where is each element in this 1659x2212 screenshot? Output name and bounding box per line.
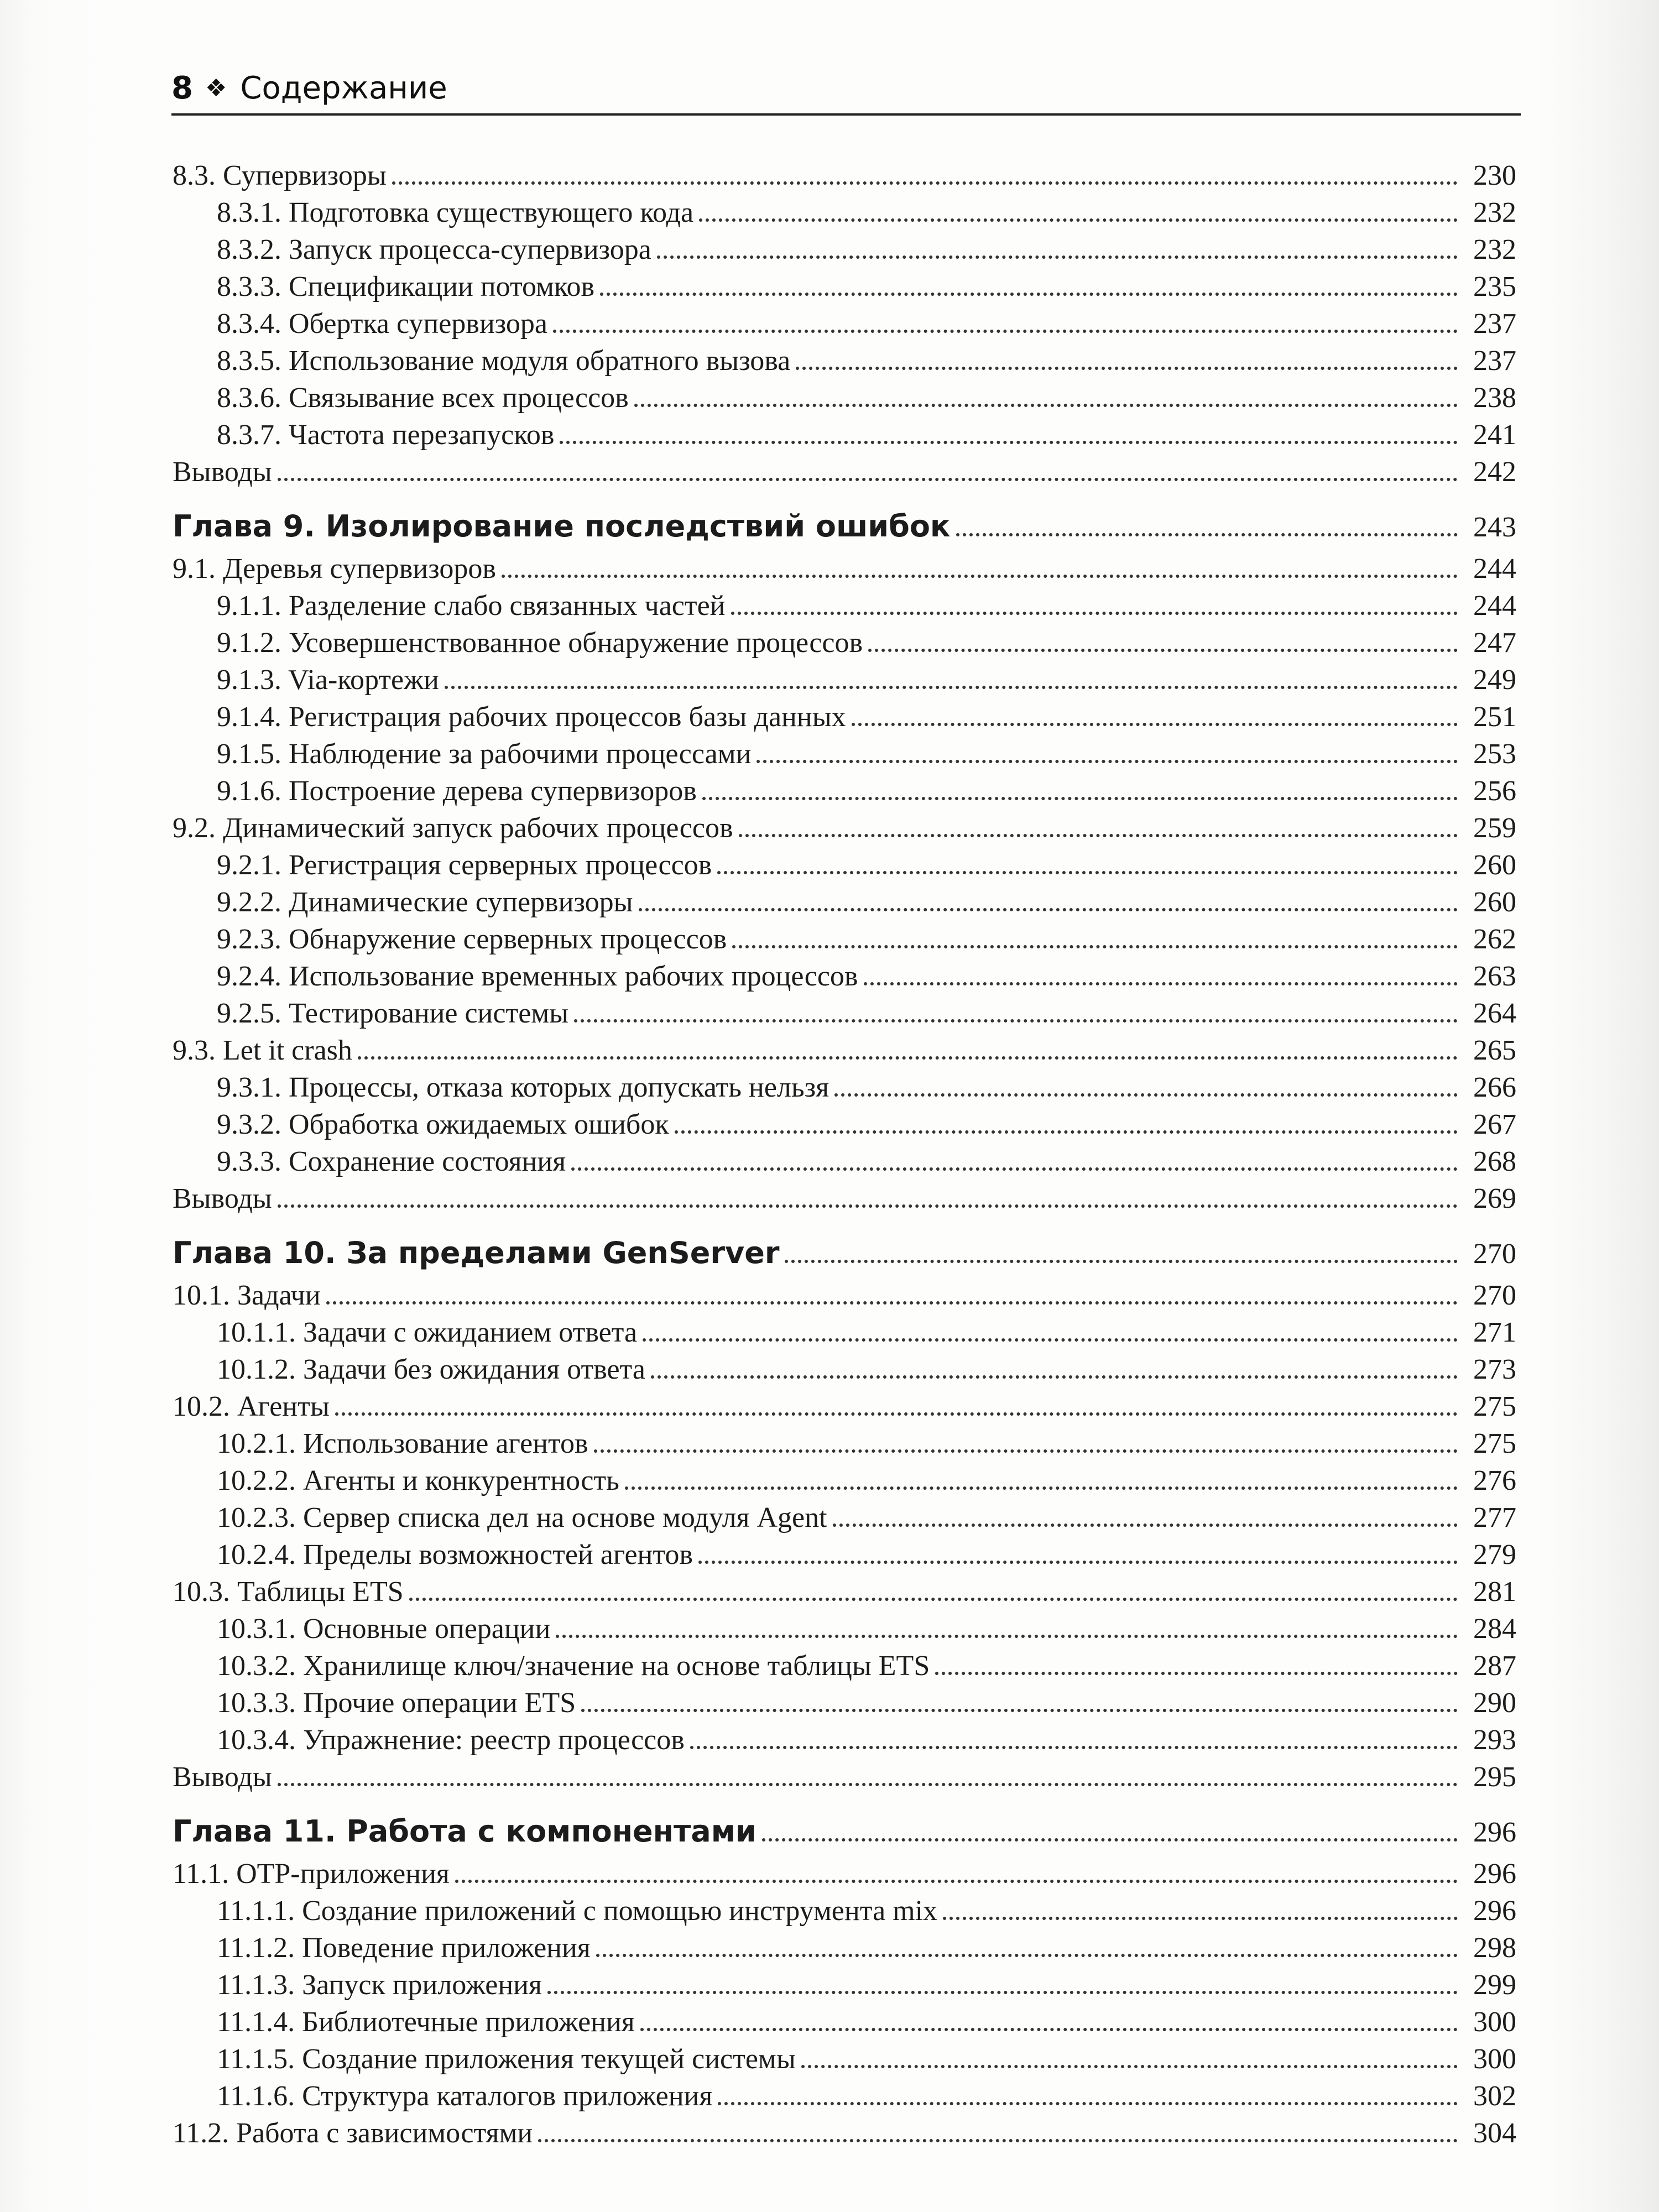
toc-entry-title: Глава 11. Работа с компонентами bbox=[173, 1814, 757, 1849]
toc-entry-title: 8.3. Супервизоры bbox=[173, 160, 387, 191]
toc-entry-page: 296 bbox=[1473, 1858, 1516, 1890]
dot-leader bbox=[560, 435, 1458, 444]
dot-leader bbox=[762, 1833, 1458, 1841]
toc-entry-title: 9.2.3. Обнаружение серверных процессов bbox=[217, 924, 727, 955]
toc-entry-page: 262 bbox=[1473, 924, 1516, 955]
dot-leader bbox=[600, 287, 1458, 296]
toc-entry bbox=[173, 1759, 1516, 1796]
toc-entry bbox=[173, 453, 1516, 491]
dot-leader bbox=[278, 1777, 1458, 1786]
toc-entry-page: 293 bbox=[1473, 1724, 1516, 1756]
toc-entry-title: 9.3. Let it crash bbox=[173, 1035, 352, 1066]
toc-entry bbox=[173, 847, 1516, 884]
dot-leader bbox=[801, 2059, 1458, 2068]
dot-leader bbox=[502, 569, 1458, 578]
toc-chapter-entry bbox=[173, 1217, 1516, 1272]
toc-entry-title: 9.2.4. Использование временных рабочих процессов bbox=[217, 961, 858, 992]
toc-entry-title: 8.3.6. Связывание всех процессов bbox=[217, 382, 629, 414]
toc-entry-page: 260 bbox=[1473, 886, 1516, 918]
toc-entry-page: 296 bbox=[1473, 1895, 1516, 1927]
toc-entry bbox=[173, 1069, 1516, 1106]
toc-entry bbox=[173, 1314, 1516, 1351]
toc-entry bbox=[173, 1573, 1516, 1610]
toc-entry-title: 8.3.4. Обертка супервизора bbox=[217, 308, 547, 340]
dot-leader bbox=[553, 324, 1458, 333]
toc-entry-page: 300 bbox=[1473, 2006, 1516, 2038]
toc-entry-page: 275 bbox=[1473, 1428, 1516, 1459]
header-rule bbox=[171, 113, 1521, 116]
toc-entry bbox=[173, 1929, 1516, 1966]
dot-leader bbox=[358, 1051, 1458, 1060]
toc-entry-title: 10.3.1. Основные операции bbox=[217, 1613, 551, 1645]
dot-leader bbox=[574, 1014, 1458, 1022]
toc-entry bbox=[173, 194, 1516, 231]
toc-entry-page: 304 bbox=[1473, 2117, 1516, 2149]
toc-entry bbox=[173, 698, 1516, 735]
toc-entry-page: 237 bbox=[1473, 345, 1516, 377]
toc-entry-page: 277 bbox=[1473, 1502, 1516, 1533]
dot-leader bbox=[690, 1740, 1458, 1749]
toc-entry-title: 9.1.2. Усовершенствованное обнаружение процессов bbox=[217, 627, 863, 659]
dot-leader bbox=[639, 902, 1458, 911]
page-number: 8 bbox=[171, 70, 193, 106]
dot-leader bbox=[956, 528, 1458, 536]
toc-entry bbox=[173, 735, 1516, 773]
toc-entry-page: 284 bbox=[1473, 1613, 1516, 1645]
toc-entry-page: 266 bbox=[1473, 1072, 1516, 1103]
toc-entry bbox=[173, 305, 1516, 342]
toc-entry-page: 298 bbox=[1473, 1932, 1516, 1964]
toc-entry-title: 8.3.2. Запуск процесса-супервизора bbox=[217, 234, 651, 265]
toc-entry-title: 11.1.6. Структура каталогов приложения bbox=[217, 2080, 713, 2112]
toc-entry-page: 235 bbox=[1473, 271, 1516, 302]
toc-entry-title: 9.3.2. Обработка ожидаемых ошибок bbox=[217, 1109, 669, 1140]
dot-leader bbox=[731, 606, 1458, 615]
toc-entry-title: 9.1.5. Наблюдение за рабочими процессами bbox=[217, 738, 752, 770]
toc-entry-page: 279 bbox=[1473, 1539, 1516, 1571]
dot-leader bbox=[833, 1518, 1458, 1527]
toc-entry-title: 9.1.3. Via-кортежи bbox=[217, 664, 439, 696]
dot-leader bbox=[717, 865, 1458, 874]
toc-entry bbox=[173, 1032, 1516, 1069]
dot-leader bbox=[943, 1911, 1458, 1920]
dot-leader bbox=[785, 1254, 1458, 1263]
dot-leader bbox=[392, 176, 1458, 185]
toc-entry bbox=[173, 157, 1516, 194]
toc-entry-title: 8.3.1. Подготовка существующего кода bbox=[217, 197, 694, 228]
toc-entry bbox=[173, 231, 1516, 268]
toc-entry-title: 10.3. Таблицы ETS bbox=[173, 1576, 404, 1608]
toc-entry-page: 299 bbox=[1473, 1969, 1516, 2001]
toc-entry-page: 295 bbox=[1473, 1761, 1516, 1793]
toc-entry bbox=[173, 1610, 1516, 1647]
toc-entry-title: Глава 10. За пределами GenServer bbox=[173, 1235, 780, 1270]
toc-entry-title: 9.2.1. Регистрация серверных процессов bbox=[217, 849, 712, 881]
toc-entry-page: 247 bbox=[1473, 627, 1516, 659]
dot-leader bbox=[935, 1666, 1458, 1675]
dot-leader bbox=[625, 1481, 1458, 1490]
toc-entry-page: 249 bbox=[1473, 664, 1516, 696]
toc-entry bbox=[173, 2004, 1516, 2041]
toc-entry bbox=[173, 268, 1516, 305]
toc-entry bbox=[173, 1499, 1516, 1536]
toc-entry-title: 11.1.3. Запуск приложения bbox=[217, 1969, 542, 2001]
toc-entry-title: 10.1.1. Задачи с ожиданием ответа bbox=[217, 1317, 638, 1348]
toc-entry-page: 251 bbox=[1473, 701, 1516, 733]
dot-leader bbox=[538, 2133, 1458, 2142]
dot-leader bbox=[640, 2022, 1458, 2031]
toc-entry-title: 8.3.5. Использование модуля обратного вызова bbox=[217, 345, 791, 377]
toc-entry-title: 10.1.2. Задачи без ожидания ответа bbox=[217, 1354, 645, 1385]
dot-leader bbox=[547, 1985, 1458, 1994]
toc-entry-page: 273 bbox=[1473, 1354, 1516, 1385]
toc-entry bbox=[173, 773, 1516, 810]
toc-entry-title: 8.3.7. Частота перезапусков bbox=[217, 419, 555, 451]
dot-leader bbox=[634, 398, 1458, 407]
dot-leader bbox=[571, 1162, 1458, 1171]
toc-entry-page: 242 bbox=[1473, 456, 1516, 488]
dot-leader bbox=[409, 1592, 1458, 1601]
dot-leader bbox=[643, 1333, 1458, 1342]
toc-entry bbox=[173, 416, 1516, 453]
dot-leader bbox=[699, 213, 1458, 222]
dot-leader bbox=[581, 1703, 1458, 1712]
toc-entry-page: 275 bbox=[1473, 1391, 1516, 1422]
toc-entry-title: 9.2.2. Динамические супервизоры bbox=[217, 886, 633, 918]
toc-entry-title: 10.2.3. Сервер списка дел на основе модуля Agent bbox=[217, 1502, 827, 1533]
toc-entry bbox=[173, 2078, 1516, 2115]
toc-entry-page: 256 bbox=[1473, 775, 1516, 807]
dot-leader bbox=[675, 1125, 1458, 1134]
toc-entry bbox=[173, 1647, 1516, 1684]
dot-leader bbox=[796, 361, 1458, 370]
dot-leader bbox=[868, 643, 1458, 652]
toc-entry-page: 244 bbox=[1473, 553, 1516, 585]
toc-entry-page: 281 bbox=[1473, 1576, 1516, 1608]
dot-leader bbox=[864, 977, 1458, 985]
dot-leader bbox=[732, 940, 1458, 948]
toc-entry-title: 11.1.4. Библиотечные приложения bbox=[217, 2006, 635, 2038]
toc-entry-page: 244 bbox=[1473, 590, 1516, 622]
toc-entry-page: 232 bbox=[1473, 234, 1516, 265]
toc-entry-title: 10.3.2. Хранилище ключ/значение на основе таблицы ETS bbox=[217, 1650, 930, 1682]
dot-leader bbox=[445, 680, 1458, 689]
toc-entry bbox=[173, 995, 1516, 1032]
table-of-contents bbox=[173, 157, 1516, 2152]
dot-leader bbox=[326, 1296, 1458, 1305]
toc-entry-page: 276 bbox=[1473, 1465, 1516, 1496]
toc-entry bbox=[173, 1892, 1516, 1929]
toc-entry-page: 287 bbox=[1473, 1650, 1516, 1682]
toc-entry bbox=[173, 661, 1516, 698]
toc-entry-page: 230 bbox=[1473, 160, 1516, 191]
toc-entry-title: Выводы bbox=[173, 1761, 272, 1793]
toc-entry-title: 9.2.5. Тестирование системы bbox=[217, 998, 569, 1029]
toc-entry-title: 10.2.2. Агенты и конкурентность bbox=[217, 1465, 619, 1496]
toc-entry bbox=[173, 2041, 1516, 2078]
toc-entry-page: 241 bbox=[1473, 419, 1516, 451]
toc-entry-title: Выводы bbox=[173, 1183, 272, 1214]
dot-leader bbox=[698, 1555, 1458, 1564]
dot-leader bbox=[718, 2096, 1458, 2105]
toc-entry bbox=[173, 1855, 1516, 1892]
toc-entry-page: 264 bbox=[1473, 998, 1516, 1029]
toc-entry bbox=[173, 1351, 1516, 1388]
toc-entry-page: 259 bbox=[1473, 812, 1516, 844]
toc-entry-page: 290 bbox=[1473, 1687, 1516, 1719]
toc-chapter-entry bbox=[173, 1796, 1516, 1851]
dot-leader bbox=[455, 1874, 1458, 1883]
toc-entry-title: 11.1. OTP-приложения bbox=[173, 1858, 450, 1890]
toc-entry bbox=[173, 1721, 1516, 1759]
toc-entry bbox=[173, 1425, 1516, 1462]
toc-entry-page: 270 bbox=[1473, 1238, 1516, 1270]
toc-entry-title: 10.1. Задачи bbox=[173, 1280, 321, 1311]
toc-entry bbox=[173, 810, 1516, 847]
dot-leader bbox=[556, 1629, 1458, 1638]
toc-entry-page: 265 bbox=[1473, 1035, 1516, 1066]
toc-entry-title: 9.1.6. Построение дерева супервизоров bbox=[217, 775, 697, 807]
toc-entry-page: 267 bbox=[1473, 1109, 1516, 1140]
dot-leader bbox=[594, 1444, 1458, 1453]
toc-entry-title: 9.3.1. Процессы, отказа которых допускать нельзя bbox=[217, 1072, 830, 1103]
toc-entry-title: 9.1. Деревья супервизоров bbox=[173, 553, 496, 585]
dot-leader bbox=[278, 1199, 1458, 1208]
dot-leader bbox=[651, 1370, 1458, 1379]
toc-entry-title: 9.2. Динамический запуск рабочих процессов bbox=[173, 812, 733, 844]
toc-entry-page: 302 bbox=[1473, 2080, 1516, 2112]
toc-entry-page: 232 bbox=[1473, 197, 1516, 228]
toc-entry-title: 9.1.4. Регистрация рабочих процессов базы данных bbox=[217, 701, 846, 733]
dot-leader bbox=[335, 1407, 1458, 1416]
toc-entry-title: 9.3.3. Сохранение состояния bbox=[217, 1146, 566, 1177]
toc-entry-title: 10.3.4. Упражнение: реестр процессов bbox=[217, 1724, 685, 1756]
toc-entry-page: 270 bbox=[1473, 1280, 1516, 1311]
toc-entry bbox=[173, 379, 1516, 416]
toc-entry-page: 263 bbox=[1473, 961, 1516, 992]
toc-entry bbox=[173, 1462, 1516, 1499]
toc-entry bbox=[173, 2115, 1516, 2152]
section-title: Содержание bbox=[240, 70, 447, 106]
dot-leader bbox=[702, 791, 1458, 800]
dot-leader bbox=[834, 1088, 1458, 1097]
toc-entry-title: 10.2.4. Пределы возможностей агентов bbox=[217, 1539, 693, 1571]
toc-entry-title: 11.1.2. Поведение приложения bbox=[217, 1932, 591, 1964]
toc-entry-page: 296 bbox=[1473, 1817, 1516, 1848]
toc-entry-page: 237 bbox=[1473, 308, 1516, 340]
running-header bbox=[171, 61, 1537, 116]
toc-entry bbox=[173, 1684, 1516, 1721]
toc-entry-title: 10.2.1. Использование агентов bbox=[217, 1428, 588, 1459]
toc-entry-page: 243 bbox=[1473, 512, 1516, 543]
toc-entry bbox=[173, 1966, 1516, 2004]
toc-entry bbox=[173, 1536, 1516, 1573]
toc-entry bbox=[173, 921, 1516, 958]
toc-entry-page: 268 bbox=[1473, 1146, 1516, 1177]
toc-entry bbox=[173, 1180, 1516, 1217]
toc-entry-title: 10.2. Агенты bbox=[173, 1391, 330, 1422]
toc-entry-page: 271 bbox=[1473, 1317, 1516, 1348]
toc-entry-title: 8.3.3. Спецификации потомков bbox=[217, 271, 595, 302]
dot-leader bbox=[596, 1948, 1458, 1957]
toc-entry bbox=[173, 587, 1516, 624]
toc-entry bbox=[173, 958, 1516, 995]
toc-entry-title: Глава 9. Изолирование последствий ошибок bbox=[173, 509, 951, 544]
dot-leader bbox=[757, 754, 1458, 763]
toc-entry bbox=[173, 1106, 1516, 1143]
dot-leader bbox=[278, 472, 1458, 481]
toc-entry-title: 10.3.3. Прочие операции ETS bbox=[217, 1687, 576, 1719]
toc-entry-page: 269 bbox=[1473, 1183, 1516, 1214]
toc-entry-page: 260 bbox=[1473, 849, 1516, 881]
dot-leader bbox=[852, 717, 1458, 726]
toc-entry-page: 253 bbox=[1473, 738, 1516, 770]
toc-entry-title: 11.2. Работа с зависимостями bbox=[173, 2117, 533, 2149]
toc-entry bbox=[173, 342, 1516, 379]
toc-entry bbox=[173, 1388, 1516, 1425]
toc-entry-page: 300 bbox=[1473, 2043, 1516, 2075]
diamond-icon: ❖ bbox=[205, 74, 227, 102]
toc-entry-title: Выводы bbox=[173, 456, 272, 488]
toc-entry-title: 11.1.5. Создание приложения текущей системы bbox=[217, 2043, 796, 2075]
toc-entry bbox=[173, 884, 1516, 921]
toc-entry bbox=[173, 1143, 1516, 1180]
toc-entry-page: 238 bbox=[1473, 382, 1516, 414]
dot-leader bbox=[739, 828, 1458, 837]
dot-leader bbox=[657, 250, 1458, 259]
toc-chapter-entry bbox=[173, 491, 1516, 546]
toc-entry-title: 11.1.1. Создание приложений с помощью инструмента mix bbox=[217, 1895, 938, 1927]
toc-entry-title: 9.1.1. Разделение слабо связанных частей bbox=[217, 590, 726, 622]
toc-entry bbox=[173, 624, 1516, 661]
